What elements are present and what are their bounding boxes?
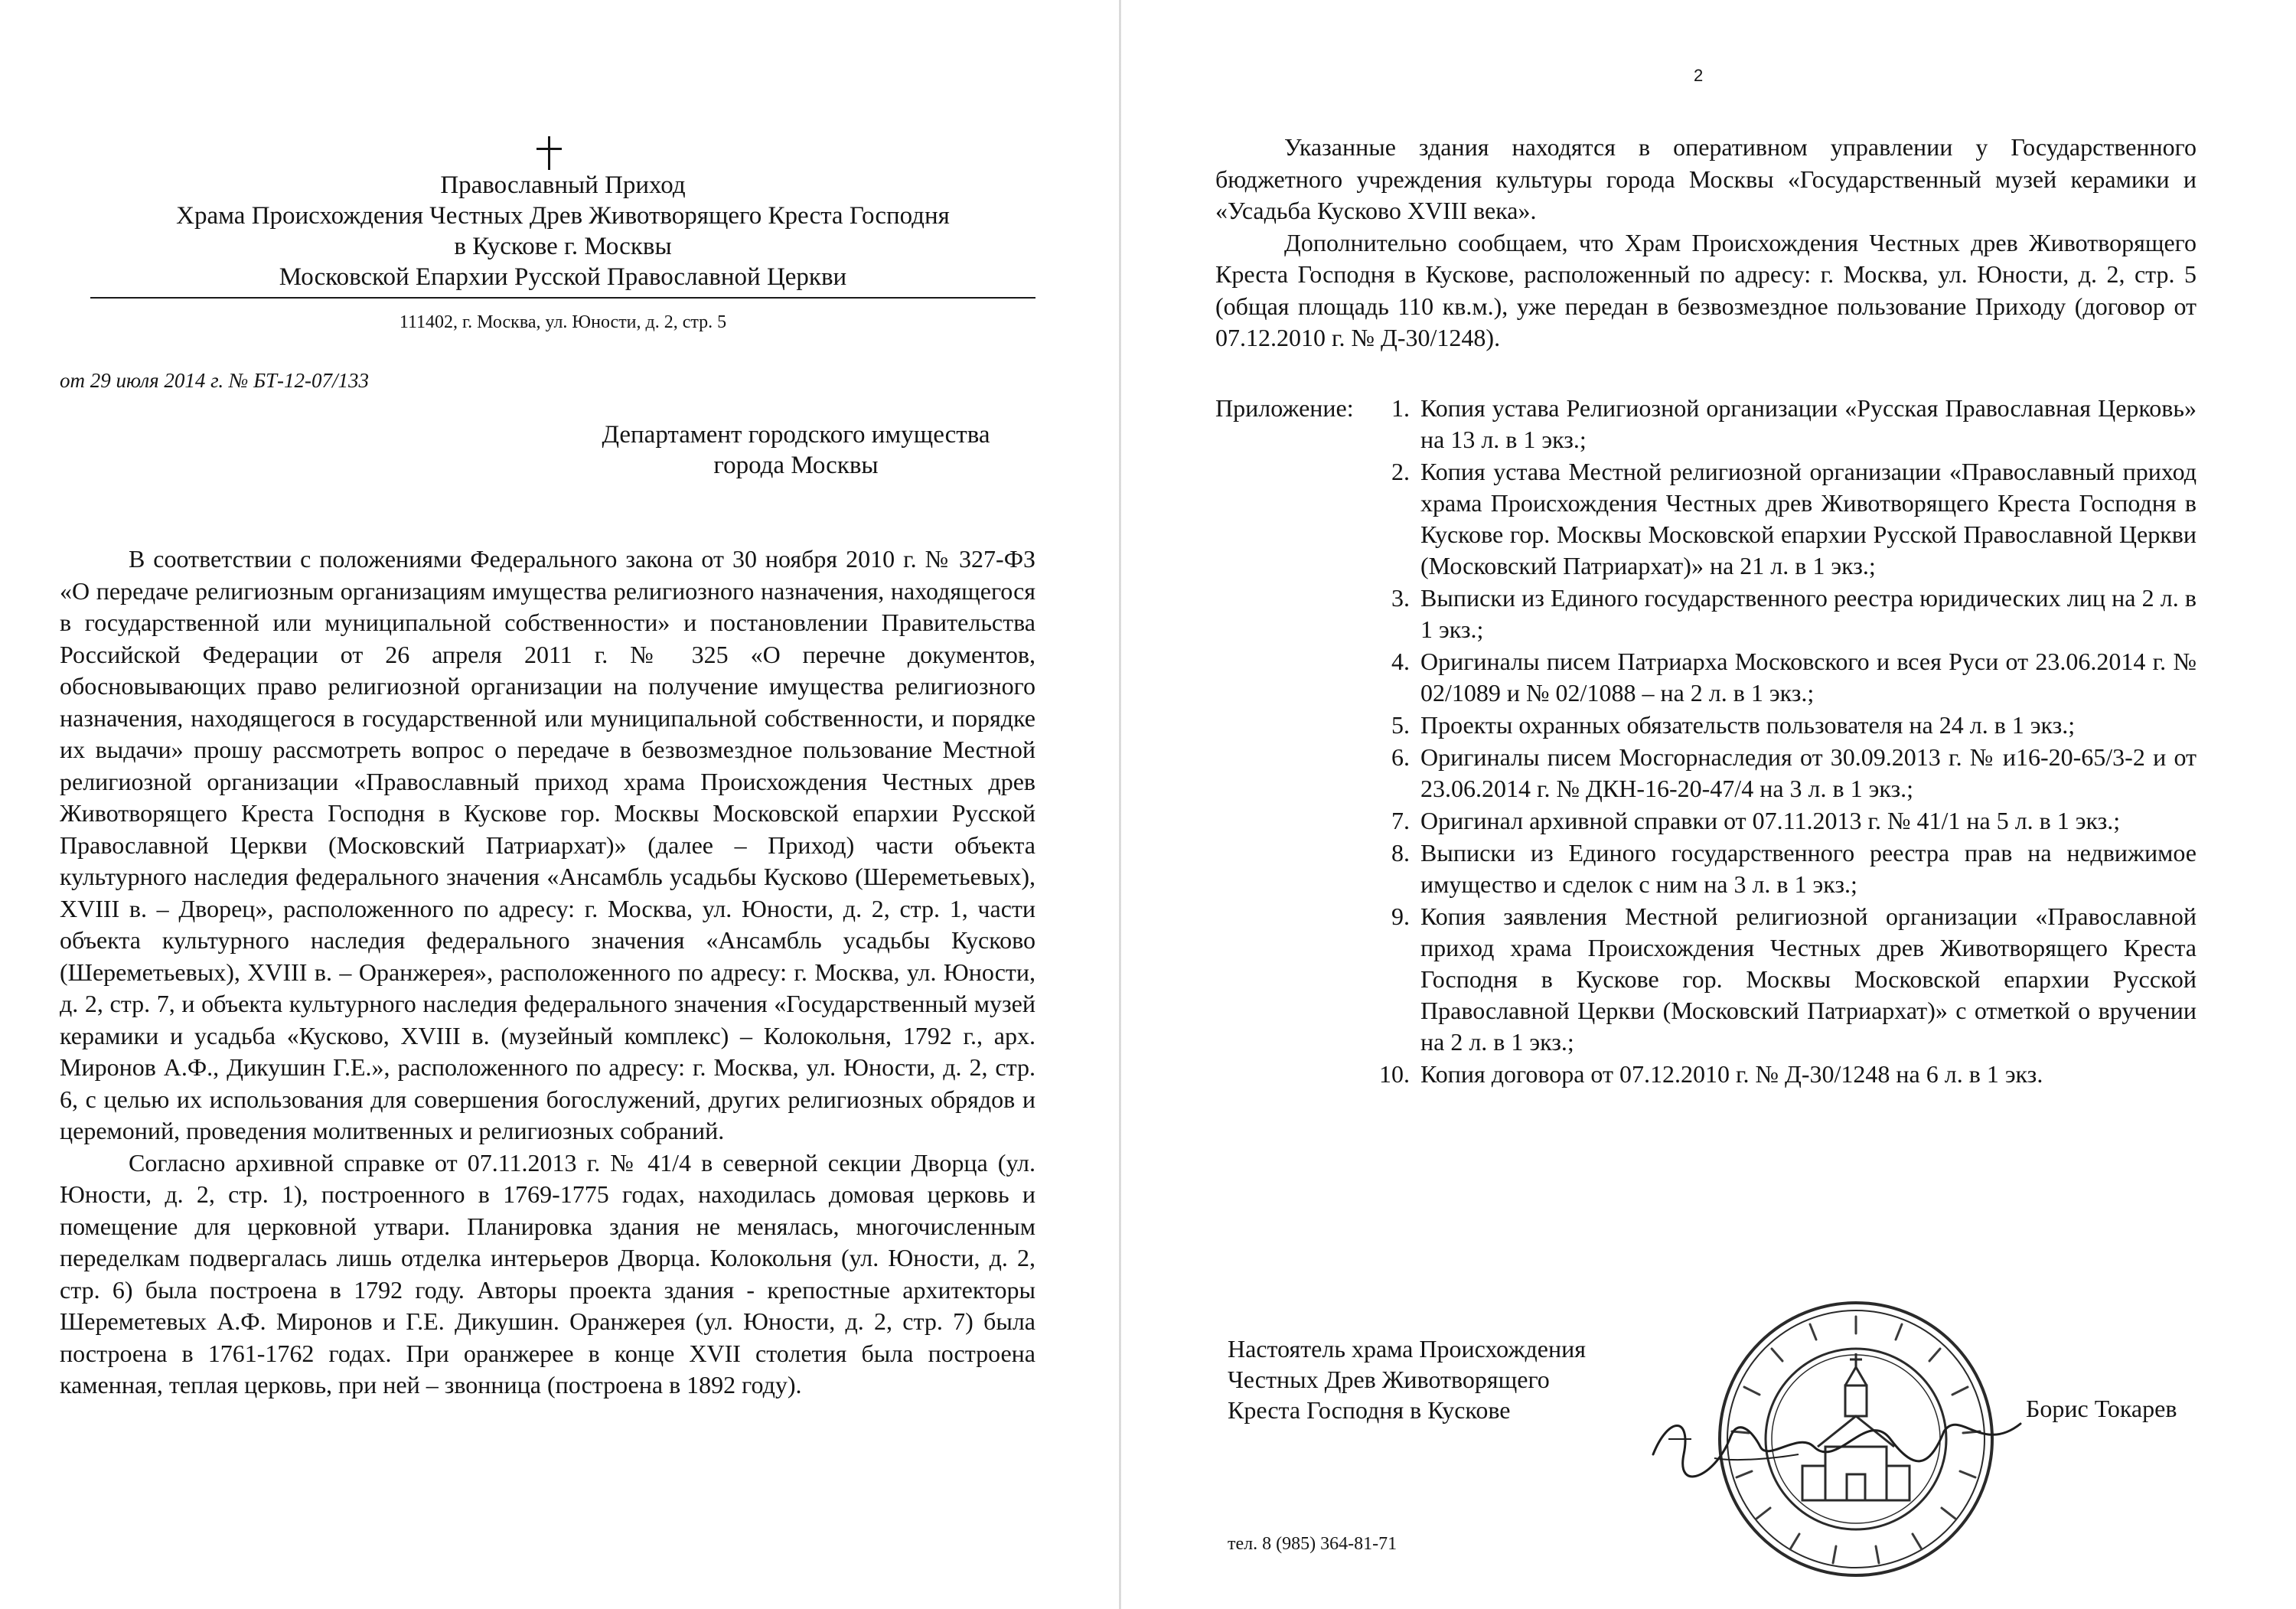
signatory-title-line-2: Честных Древ Животворящего (1228, 1366, 1550, 1393)
letterhead-line-3: в Кускове г. Москвы (454, 233, 672, 260)
appendix-text: Проекты охранных обязательств пользователя на 24 л. в 1 экз.; (1420, 711, 2076, 739)
appendix-number: 2. (1391, 458, 1410, 485)
signatory-title-line-3: Креста Господня в Кускове (1228, 1396, 1511, 1424)
appendix-number: 5. (1391, 711, 1410, 739)
signatory-title-line-1: Настоятель храма Происхождения (1228, 1335, 1586, 1363)
body-paragraph-4: Дополнительно сообщаем, что Храм Происхождения Честных древ Животворящего Креста Господня в Кускове, расположенный по адресу: г. Москва, ул. Юности, д. 2, стр. 5 (общая площадь 110 кв.м.), уже передан в безвозмездное пользование Приходу (договор от 07.12.2010 г. № Д-30/1248). (1215, 228, 2197, 351)
appendix-number: 9. (1391, 902, 1410, 930)
appendix-number: 1. (1391, 394, 1410, 422)
list-item (1368, 837, 2197, 900)
appendix-number: 4. (1391, 648, 1410, 675)
letter-body (60, 543, 1035, 1402)
reference-number: от 29 июля 2014 г. № БТ-12-07/133 (60, 369, 369, 392)
body-paragraph-1: В соответствии с положениями Федерального закона от 30 ноября 2010 г. № 327-ФЗ «О передаче религиозным организациям имущества религиозного назначения, находящегося в государственной или муниципальной собственности» и постановлении Правительства Российской Федерации от 26 апреля 2011 г. № 325 «О перечне документов, обосновывающих право религиозной организации на получение имущества религиозного назначения, находящегося в государственной или муниципальной собственности, и порядке их выдачи» прошу рассмотреть вопрос о передаче в безвозмездное пользование Местной религиозной организации «Православный приход храма Происхождения Честных древ Животворящего Креста Господня в Кускове гор. Москвы Московской епархии Русской Православной Церкви (Московский Патриархат)» (далее – Приход) части объекта культурного наследия федерального значения «Ансамбль усадьбы Кусково (Шереметьевых), XVIII в. – Дворец», расположенного по адресу: г. Москва, ул. Юности, д. 2, стр. 1, части объекта культурного наследия федерального значения «Ансамбль усадьбы Кусково (Шереметьевых), XVIII в. – Оранжерея», расположенного по адресу: г. Москва, ул. Юности, д. 2, стр. 7, и объекта культурного наследия федерального значения «Государственный музей керамики и усадьба «Кусково, XVIII в. (музейный комплекс) – Колокольня, 1792 г., арх. Миронов А.Ф., Дикушин Г.Е.», расположенного по адресу: г. Москва, ул. Юности, д. 2, стр. 6, с целью их использования для совершения богослужений, других религиозных обрядов и церемоний, проведения молитвенных и религиозных собраний. (60, 545, 1035, 1144)
appendix-list (1368, 393, 2197, 1090)
letterhead-line-1: Православный Приход (440, 171, 686, 199)
appendix-number: 7. (1391, 807, 1410, 834)
appendix-number: 8. (1391, 839, 1410, 867)
appendix-text: Копия договора от 07.12.2010 г. № Д-30/1248 на 6 л. в 1 экз. (1420, 1060, 2043, 1088)
phone-number: тел. 8 (985) 364-81-71 (1228, 1534, 1397, 1554)
appendix-number: 3. (1391, 584, 1410, 612)
list-item (1368, 742, 2197, 804)
appendix-text: Копия устава Местной религиозной организации «Православный приход храма Происхождения Честных древ Животворящего Креста Господня в Кускове гор. Москвы Московской епархии Русской Православной Церкви (Московский Патриархат)» на 21 л. в 1 экз.; (1420, 458, 2197, 579)
body-paragraph-2: Согласно архивной справке от 07.11.2013 г. № 41/4 в северной секции Дворца (ул. Юности, д. 2, стр. 1), построенного в 1769-1775 годах, находилась домовая церковь и помещение для церковной утвари. Планировка здания не менялась, многочисленным переделкам подвергалась лишь отделка интерьеров Дворца. Колокольня (ул. Юности, д. 2, стр. 6) была построена в 1792 году. Авторы проекта здания - крепостные архитекторы Шереметевых А.Ф. Миронов и Г.Е. Дикушин. Оранжерея (ул. Юности, д. 2, стр. 7) была построена в 1761-1762 годах. При оранжерее в конце XVII столетия была построена каменная, теплая церковь, при ней – звонница (построена в 1892 году). (60, 1148, 1035, 1398)
body-paragraph-3: Указанные здания находятся в оперативном управлении у Государственного бюджетного учреждения культуры города Москвы «Государственный музей керамики и «Усадьба Кусково XVIII века». (1215, 133, 2197, 224)
letterhead-line-4: Московской Епархии Русской Православной Церкви (279, 263, 847, 291)
list-item (1368, 901, 2197, 1058)
list-item (1368, 393, 2197, 455)
letterhead (90, 170, 1035, 292)
list-item (1368, 1059, 2197, 1090)
cross-icon (534, 136, 565, 170)
appendix-number: 6. (1391, 743, 1410, 771)
appendix-text: Выписки из Единого государственного реестра прав на недвижимое имущество и сделок с ним на 3 л. в 1 экз.; (1420, 839, 2197, 898)
list-item (1368, 583, 2197, 645)
list-item (1368, 805, 2197, 837)
appendix-text: Копия заявления Местной религиозной организации «Православной приход храма Происхождения Честных древ Животворящего Креста Господня в Кускове гор. Москвы Московской епархии Русской Православной Церкви (Московский Патриархат)» с отметкой о вручении на 2 л. в 1 экз.; (1420, 902, 2197, 1056)
addressee-line-1: Департамент городского имущества (602, 421, 990, 449)
letter-body-continued (1215, 132, 2197, 354)
appendix-text: Копия устава Религиозной организации «Русская Православная Церковь» на 13 л. в 1 экз.; (1420, 394, 2197, 453)
list-item (1368, 456, 2197, 582)
appendix-number: 10. (1379, 1060, 1410, 1088)
letterhead-divider (90, 297, 1035, 299)
appendix-text: Оригиналы писем Мосгорнаследия от 30.09.2013 г. № и16-20-65/3-2 и от 23.06.2014 г. № ДКН-16-20-47/4 на 3 л. в 1 экз.; (1420, 743, 2197, 802)
signatory-title (1228, 1333, 1586, 1425)
list-item (1368, 710, 2197, 741)
left-page (0, 0, 1125, 1609)
letterhead-address: 111402, г. Москва, ул. Юности, д. 2, стр. 5 (399, 312, 727, 332)
signatory-name: Борис Токарев (2026, 1395, 2177, 1422)
appendix-text: Оригиналы писем Патриарха Московского и всея Руси от 23.06.2014 г. № 02/1089 и № 02/1088 – на 2 л. в 1 экз.; (1420, 648, 2197, 707)
handwritten-signature (1638, 1385, 2036, 1493)
addressee (566, 419, 1026, 481)
page-number: 2 (1694, 66, 1704, 85)
appendix-text: Выписки из Единого государственного реестра юридических лиц на 2 л. в 1 экз.; (1420, 584, 2197, 643)
addressee-line-2: города Москвы (713, 452, 879, 479)
appendix-text: Оригинал архивной справки от 07.11.2013 г. № 41/1 на 5 л. в 1 экз.; (1420, 807, 2121, 834)
appendix-label: Приложение: (1215, 394, 1354, 422)
letterhead-line-2: Храма Происхождения Честных Древ Животворящего Креста Господня (176, 202, 950, 230)
list-item (1368, 646, 2197, 709)
